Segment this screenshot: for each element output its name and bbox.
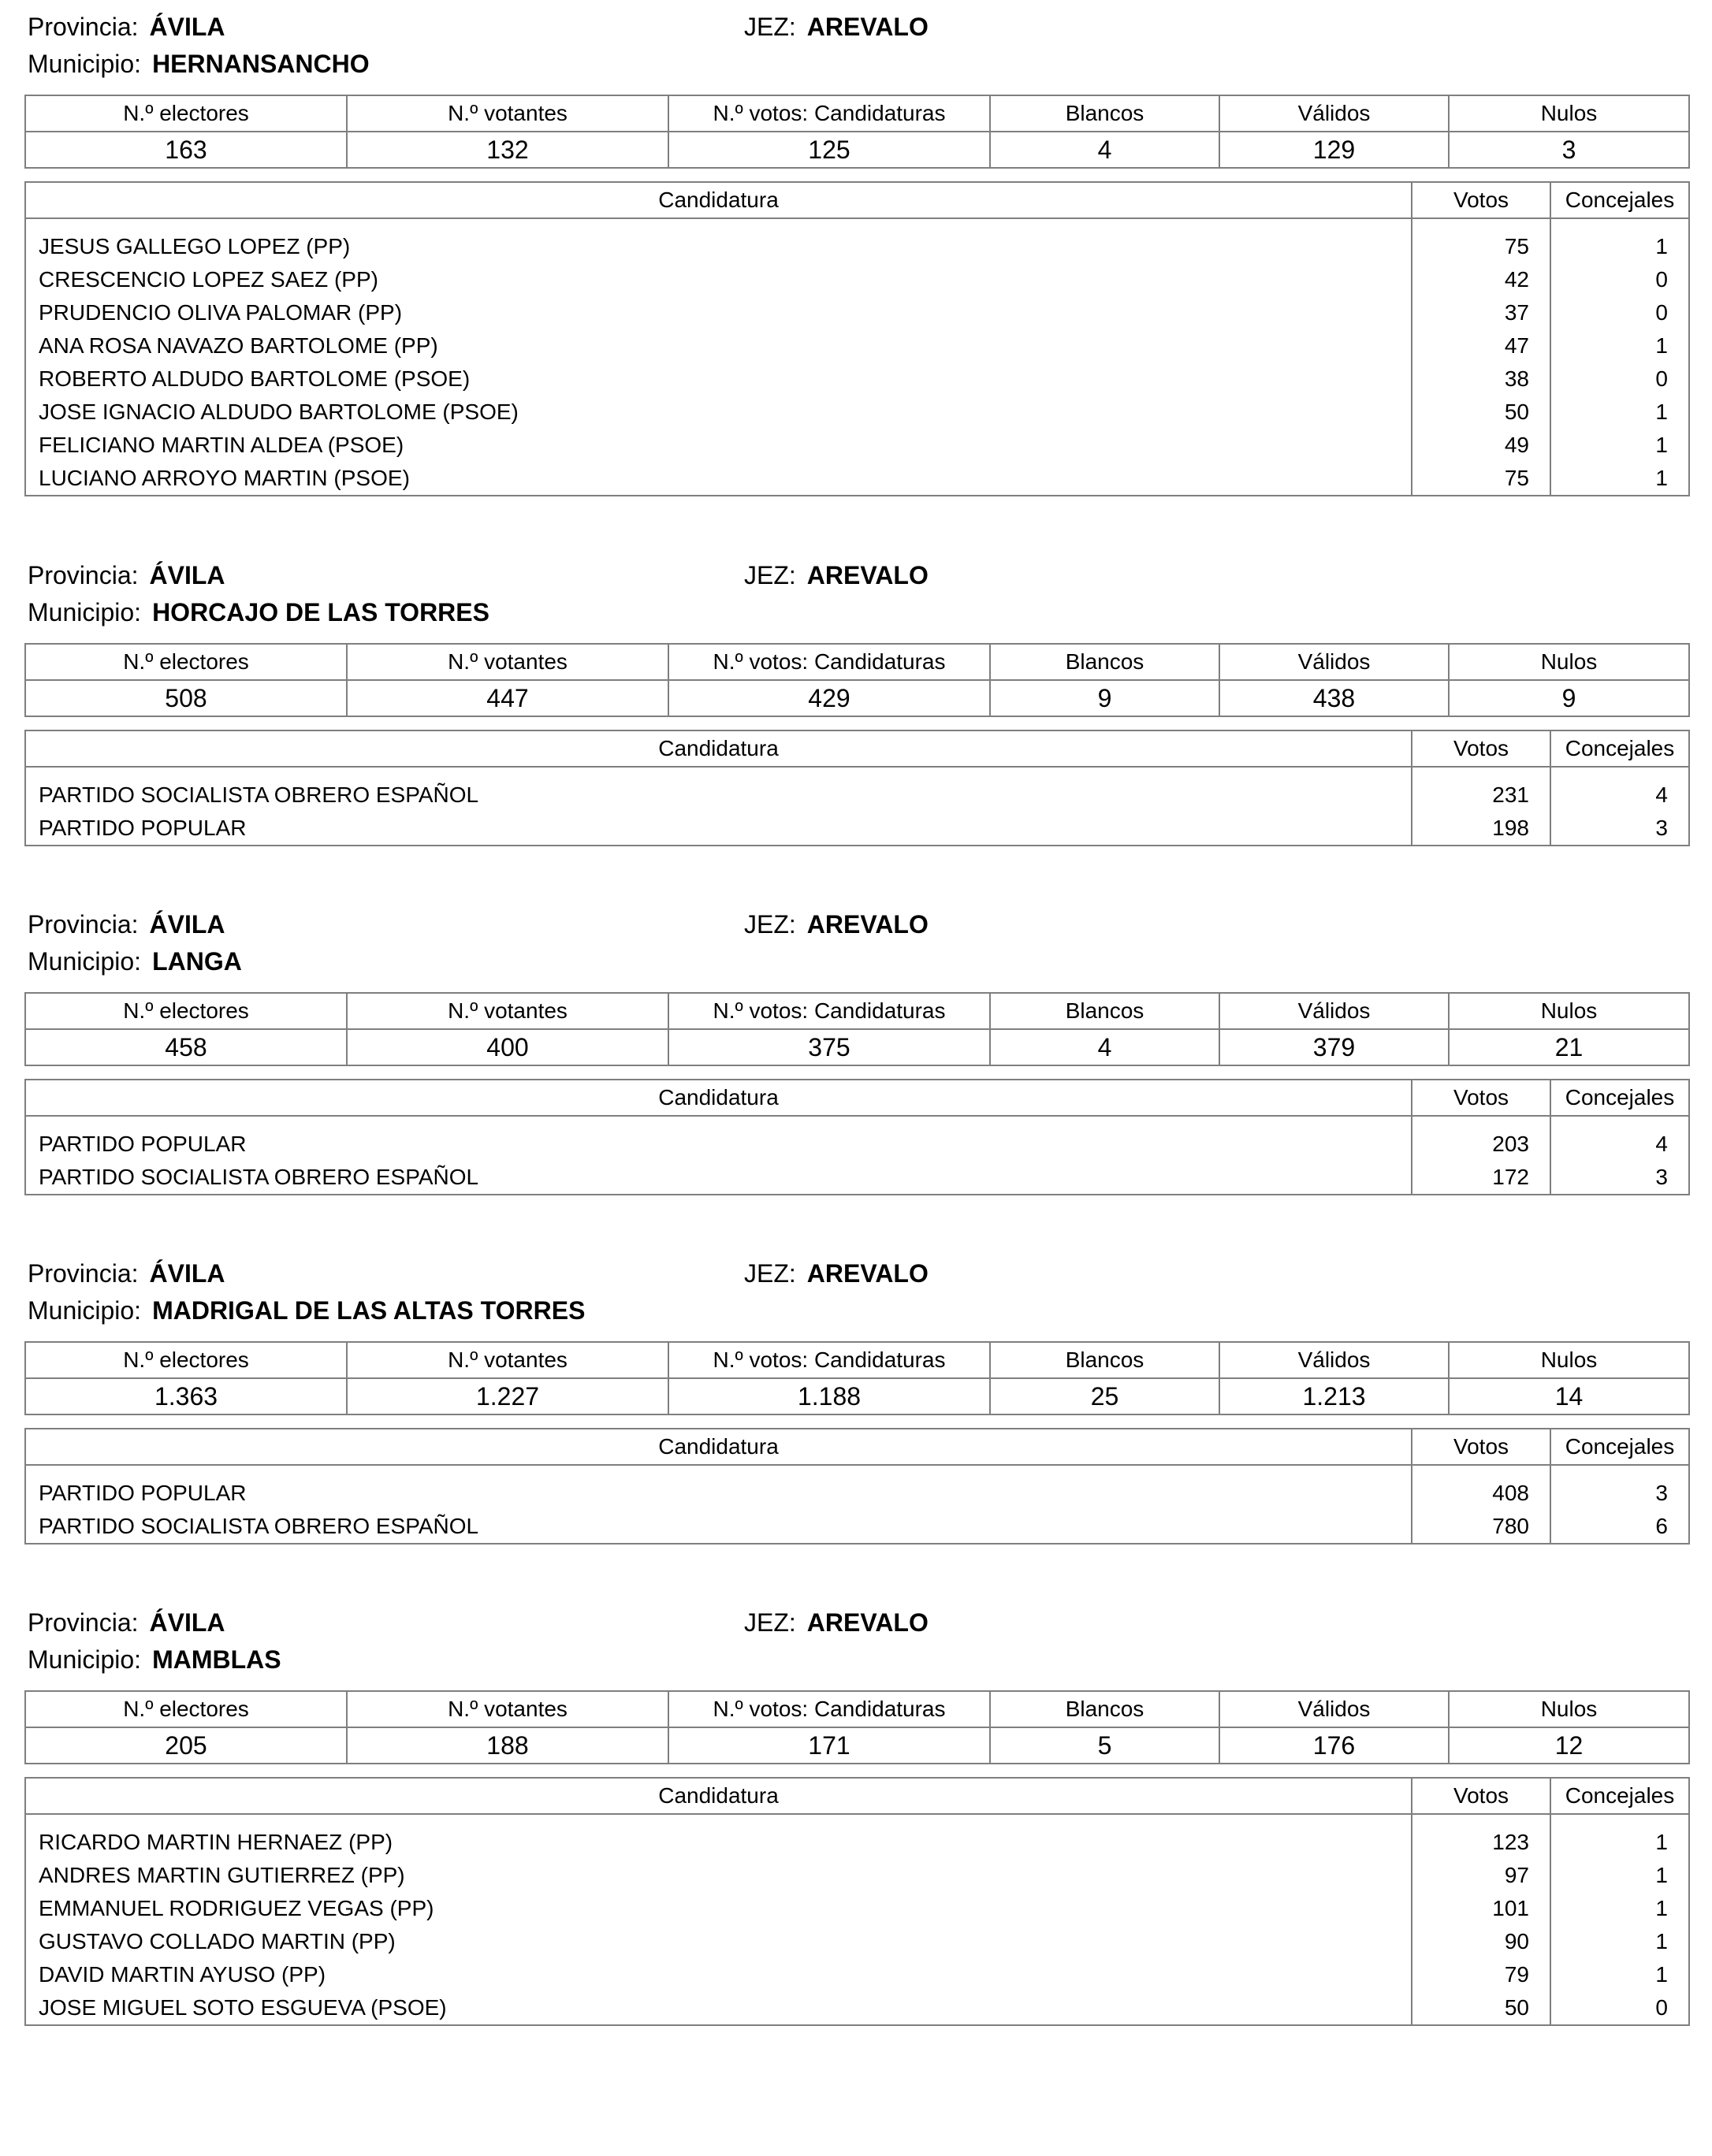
candidate-concejales: 4	[1550, 767, 1689, 812]
stats-table	[24, 95, 1690, 169]
candidate-row	[25, 1161, 1689, 1195]
stats-value-row	[25, 680, 1689, 716]
votos-header: Votos	[1412, 1778, 1550, 1814]
municipality-header	[24, 560, 1688, 643]
candidate-concejales: 1	[1550, 1925, 1689, 1958]
stats-header-votantes: N.º votantes	[347, 95, 668, 132]
stats-value-nulos: 21	[1449, 1029, 1689, 1065]
candidate-row	[25, 462, 1689, 496]
stats-header-row	[25, 95, 1689, 132]
jez-value: AREVALO	[806, 1259, 929, 1288]
stats-value-votos_cand: 1.188	[668, 1378, 990, 1414]
candidate-votos: 203	[1412, 1116, 1550, 1161]
candidate-name: ROBERTO ALDUDO BARTOLOME (PSOE)	[39, 366, 471, 391]
candidate-row	[25, 1510, 1689, 1544]
stats-header-votantes: N.º votantes	[347, 993, 668, 1029]
municipio-value: MAMBLAS	[152, 1645, 281, 1674]
candidate-name: RICARDO MARTIN HERNAEZ (PP)	[39, 1830, 393, 1854]
candidate-concejales: 3	[1550, 812, 1689, 846]
candidate-votos: 42	[1412, 263, 1550, 296]
provincia-line	[28, 909, 225, 939]
stats-value-votantes: 132	[347, 132, 668, 168]
candidate-row	[25, 812, 1689, 846]
candidate-name: ANDRES MARTIN GUTIERREZ (PP)	[39, 1863, 405, 1887]
stats-header-blancos: Blancos	[990, 1691, 1219, 1727]
votos-header: Votos	[1412, 1429, 1550, 1465]
stats-header-votos_cand: N.º votos: Candidaturas	[668, 1691, 990, 1727]
stats-header-nulos: Nulos	[1449, 993, 1689, 1029]
candidates-header-row	[25, 1429, 1689, 1465]
stats-header-blancos: Blancos	[990, 993, 1219, 1029]
municipality-block	[24, 560, 1688, 909]
provincia-label: Provincia:	[28, 1259, 139, 1288]
jez-label: JEZ:	[744, 13, 796, 41]
candidate-votos: 408	[1412, 1465, 1550, 1510]
candidate-votos: 37	[1412, 296, 1550, 329]
stats-header-votos_cand: N.º votos: Candidaturas	[668, 95, 990, 132]
stats-header-electores: N.º electores	[25, 644, 347, 680]
stats-header-blancos: Blancos	[990, 95, 1219, 132]
candidate-name: DAVID MARTIN AYUSO (PP)	[39, 1962, 326, 1987]
stats-header-votos_cand: N.º votos: Candidaturas	[668, 1342, 990, 1378]
provincia-value: ÁVILA	[149, 1259, 225, 1288]
candidate-concejales: 1	[1550, 1958, 1689, 1991]
candidate-concejales: 0	[1550, 263, 1689, 296]
municipio-line	[28, 49, 370, 79]
candidate-row	[25, 767, 1689, 812]
candidate-votos: 50	[1412, 396, 1550, 429]
municipio-value: MADRIGAL DE LAS ALTAS TORRES	[152, 1296, 586, 1325]
provincia-line	[28, 560, 225, 590]
candidate-concejales: 1	[1550, 1892, 1689, 1925]
stats-value-votantes: 447	[347, 680, 668, 716]
jez-value: AREVALO	[806, 13, 929, 41]
candidate-name: JOSE MIGUEL SOTO ESGUEVA (PSOE)	[39, 1995, 447, 2020]
jez-label: JEZ:	[744, 910, 796, 939]
candidate-votos: 75	[1412, 462, 1550, 496]
candidates-table	[24, 1428, 1690, 1545]
stats-value-electores: 508	[25, 680, 347, 716]
candidate-votos: 101	[1412, 1892, 1550, 1925]
jez-label: JEZ:	[744, 1608, 796, 1637]
candidate-votos: 90	[1412, 1925, 1550, 1958]
candidate-concejales: 3	[1550, 1161, 1689, 1195]
stats-value-votantes: 1.227	[347, 1378, 668, 1414]
municipio-line	[28, 1295, 585, 1325]
stats-value-nulos: 3	[1449, 132, 1689, 168]
candidates-table	[24, 730, 1690, 846]
candidate-votos: 47	[1412, 329, 1550, 362]
stats-value-electores: 205	[25, 1727, 347, 1764]
candidatura-header: Candidatura	[25, 1778, 1412, 1814]
stats-header-row	[25, 993, 1689, 1029]
stats-header-votantes: N.º votantes	[347, 644, 668, 680]
jez-line	[744, 909, 929, 939]
candidate-row	[25, 429, 1689, 462]
provincia-value: ÁVILA	[149, 1608, 225, 1637]
provincia-value: ÁVILA	[149, 561, 225, 589]
candidate-row	[25, 1925, 1689, 1958]
candidates-table	[24, 181, 1690, 496]
candidate-name: LUCIANO ARROYO MARTIN (PSOE)	[39, 466, 410, 490]
stats-header-nulos: Nulos	[1449, 95, 1689, 132]
candidate-concejales: 1	[1550, 329, 1689, 362]
candidate-row	[25, 1814, 1689, 1859]
votos-header: Votos	[1412, 1080, 1550, 1116]
municipio-line	[28, 1645, 281, 1675]
provincia-label: Provincia:	[28, 910, 139, 939]
stats-value-nulos: 9	[1449, 680, 1689, 716]
jez-line	[744, 1608, 929, 1637]
stats-value-blancos: 9	[990, 680, 1219, 716]
candidates-header-row	[25, 182, 1689, 218]
stats-table	[24, 992, 1690, 1066]
municipio-label: Municipio:	[28, 50, 142, 78]
candidate-name: EMMANUEL RODRIGUEZ VEGAS (PP)	[39, 1896, 434, 1920]
candidate-name: JESUS GALLEGO LOPEZ (PP)	[39, 234, 351, 258]
municipio-line	[28, 597, 489, 627]
stats-header-votantes: N.º votantes	[347, 1342, 668, 1378]
stats-header-electores: N.º electores	[25, 95, 347, 132]
candidate-row	[25, 329, 1689, 362]
stats-header-row	[25, 1691, 1689, 1727]
stats-header-row	[25, 644, 1689, 680]
municipality-block	[24, 909, 1688, 1258]
candidate-row	[25, 1991, 1689, 2025]
candidate-row	[25, 218, 1689, 263]
candidate-row	[25, 1958, 1689, 1991]
jez-line	[744, 1258, 929, 1288]
stats-table	[24, 1341, 1690, 1415]
candidate-row	[25, 1116, 1689, 1161]
stats-header-votantes: N.º votantes	[347, 1691, 668, 1727]
candidate-row	[25, 362, 1689, 396]
stats-value-votantes: 188	[347, 1727, 668, 1764]
stats-header-nulos: Nulos	[1449, 1342, 1689, 1378]
candidate-concejales: 1	[1550, 218, 1689, 263]
stats-value-electores: 163	[25, 132, 347, 168]
candidate-row	[25, 296, 1689, 329]
candidate-votos: 49	[1412, 429, 1550, 462]
candidate-votos: 123	[1412, 1814, 1550, 1859]
concejales-header: Concejales	[1550, 182, 1689, 218]
candidate-name: PARTIDO POPULAR	[39, 1481, 247, 1505]
stats-header-validos: Válidos	[1219, 1342, 1449, 1378]
stats-value-votantes: 400	[347, 1029, 668, 1065]
municipio-value: HERNANSANCHO	[152, 50, 370, 78]
stats-value-validos: 129	[1219, 132, 1449, 168]
stats-header-validos: Válidos	[1219, 993, 1449, 1029]
municipality-block	[24, 1608, 1688, 2156]
candidate-name: PARTIDO SOCIALISTA OBRERO ESPAÑOL	[39, 1165, 479, 1189]
municipality-block	[24, 12, 1688, 560]
stats-value-validos: 379	[1219, 1029, 1449, 1065]
candidates-header-row	[25, 1778, 1689, 1814]
candidate-name: GUSTAVO COLLADO MARTIN (PP)	[39, 1929, 396, 1953]
candidate-votos: 172	[1412, 1161, 1550, 1195]
stats-header-validos: Válidos	[1219, 1691, 1449, 1727]
votos-header: Votos	[1412, 182, 1550, 218]
stats-header-votos_cand: N.º votos: Candidaturas	[668, 993, 990, 1029]
stats-value-votos_cand: 429	[668, 680, 990, 716]
stats-value-validos: 1.213	[1219, 1378, 1449, 1414]
stats-header-validos: Válidos	[1219, 644, 1449, 680]
jez-label: JEZ:	[744, 1259, 796, 1288]
stats-header-votos_cand: N.º votos: Candidaturas	[668, 644, 990, 680]
stats-value-row	[25, 132, 1689, 168]
stats-value-blancos: 25	[990, 1378, 1219, 1414]
municipality-header	[24, 909, 1688, 992]
municipality-header	[24, 1258, 1688, 1341]
candidate-name: PARTIDO POPULAR	[39, 1132, 247, 1156]
candidate-votos: 780	[1412, 1510, 1550, 1544]
candidate-row	[25, 396, 1689, 429]
candidate-name: PARTIDO SOCIALISTA OBRERO ESPAÑOL	[39, 1514, 479, 1538]
provincia-value: ÁVILA	[149, 910, 225, 939]
candidate-concejales: 4	[1550, 1116, 1689, 1161]
stats-header-row	[25, 1342, 1689, 1378]
candidate-concejales: 0	[1550, 362, 1689, 396]
stats-value-votos_cand: 375	[668, 1029, 990, 1065]
jez-label: JEZ:	[744, 561, 796, 589]
candidate-votos: 75	[1412, 218, 1550, 263]
municipality-header	[24, 12, 1688, 95]
candidatura-header: Candidatura	[25, 730, 1412, 767]
candidatura-header: Candidatura	[25, 1080, 1412, 1116]
candidates-table	[24, 1777, 1690, 2026]
municipality-header	[24, 1608, 1688, 1690]
municipio-value: HORCAJO DE LAS TORRES	[152, 598, 489, 626]
provincia-line	[28, 1608, 225, 1637]
municipio-line	[28, 946, 242, 976]
stats-value-electores: 458	[25, 1029, 347, 1065]
stats-header-blancos: Blancos	[990, 1342, 1219, 1378]
candidate-concejales: 1	[1550, 429, 1689, 462]
stats-value-row	[25, 1029, 1689, 1065]
jez-value: AREVALO	[806, 561, 929, 589]
candidate-row	[25, 1892, 1689, 1925]
candidate-votos: 50	[1412, 1991, 1550, 2025]
concejales-header: Concejales	[1550, 1080, 1689, 1116]
candidate-name: PRUDENCIO OLIVA PALOMAR (PP)	[39, 300, 403, 325]
candidate-name: JOSE IGNACIO ALDUDO BARTOLOME (PSOE)	[39, 400, 519, 424]
jez-value: AREVALO	[806, 1608, 929, 1637]
stats-header-electores: N.º electores	[25, 1342, 347, 1378]
stats-header-validos: Válidos	[1219, 95, 1449, 132]
candidate-concejales: 3	[1550, 1465, 1689, 1510]
stats-value-nulos: 14	[1449, 1378, 1689, 1414]
stats-value-row	[25, 1727, 1689, 1764]
stats-table	[24, 1690, 1690, 1764]
stats-value-blancos: 5	[990, 1727, 1219, 1764]
candidate-name: CRESCENCIO LOPEZ SAEZ (PP)	[39, 267, 378, 292]
candidate-concejales: 1	[1550, 462, 1689, 496]
candidate-concejales: 1	[1550, 1859, 1689, 1892]
stats-value-validos: 176	[1219, 1727, 1449, 1764]
candidate-row	[25, 1859, 1689, 1892]
candidate-row	[25, 1465, 1689, 1510]
provincia-label: Provincia:	[28, 1608, 139, 1637]
stats-value-row	[25, 1378, 1689, 1414]
stats-header-blancos: Blancos	[990, 644, 1219, 680]
municipio-label: Municipio:	[28, 598, 142, 626]
candidates-header-row	[25, 1080, 1689, 1116]
municipio-label: Municipio:	[28, 1296, 142, 1325]
candidate-votos: 97	[1412, 1859, 1550, 1892]
results-page	[24, 12, 1688, 2156]
stats-header-nulos: Nulos	[1449, 1691, 1689, 1727]
jez-line	[744, 12, 929, 42]
candidate-row	[25, 263, 1689, 296]
provincia-label: Provincia:	[28, 561, 139, 589]
candidates-header-row	[25, 730, 1689, 767]
provincia-value: ÁVILA	[149, 13, 225, 41]
concejales-header: Concejales	[1550, 1778, 1689, 1814]
provincia-line	[28, 12, 225, 42]
provincia-label: Provincia:	[28, 13, 139, 41]
candidate-votos: 38	[1412, 362, 1550, 396]
candidate-concejales: 0	[1550, 296, 1689, 329]
candidate-concejales: 0	[1550, 1991, 1689, 2025]
concejales-header: Concejales	[1550, 1429, 1689, 1465]
provincia-line	[28, 1258, 225, 1288]
municipio-label: Municipio:	[28, 947, 142, 976]
candidate-votos: 198	[1412, 812, 1550, 846]
candidates-table	[24, 1079, 1690, 1195]
candidate-votos: 231	[1412, 767, 1550, 812]
candidate-name: FELICIANO MARTIN ALDEA (PSOE)	[39, 433, 404, 457]
candidatura-header: Candidatura	[25, 1429, 1412, 1465]
stats-value-electores: 1.363	[25, 1378, 347, 1414]
candidatura-header: Candidatura	[25, 182, 1412, 218]
candidate-name: PARTIDO POPULAR	[39, 816, 247, 840]
candidate-votos: 79	[1412, 1958, 1550, 1991]
municipality-block	[24, 1258, 1688, 1608]
stats-value-validos: 438	[1219, 680, 1449, 716]
candidate-name: ANA ROSA NAVAZO BARTOLOME (PP)	[39, 333, 438, 358]
stats-value-votos_cand: 171	[668, 1727, 990, 1764]
stats-header-nulos: Nulos	[1449, 644, 1689, 680]
stats-value-blancos: 4	[990, 132, 1219, 168]
stats-header-electores: N.º electores	[25, 1691, 347, 1727]
stats-value-votos_cand: 125	[668, 132, 990, 168]
candidate-concejales: 6	[1550, 1510, 1689, 1544]
stats-header-electores: N.º electores	[25, 993, 347, 1029]
jez-line	[744, 560, 929, 590]
municipio-value: LANGA	[152, 947, 242, 976]
candidate-name: PARTIDO SOCIALISTA OBRERO ESPAÑOL	[39, 782, 479, 807]
votos-header: Votos	[1412, 730, 1550, 767]
stats-value-blancos: 4	[990, 1029, 1219, 1065]
concejales-header: Concejales	[1550, 730, 1689, 767]
candidate-concejales: 1	[1550, 396, 1689, 429]
candidate-concejales: 1	[1550, 1814, 1689, 1859]
stats-value-nulos: 12	[1449, 1727, 1689, 1764]
stats-table	[24, 643, 1690, 717]
jez-value: AREVALO	[806, 910, 929, 939]
municipio-label: Municipio:	[28, 1645, 142, 1674]
